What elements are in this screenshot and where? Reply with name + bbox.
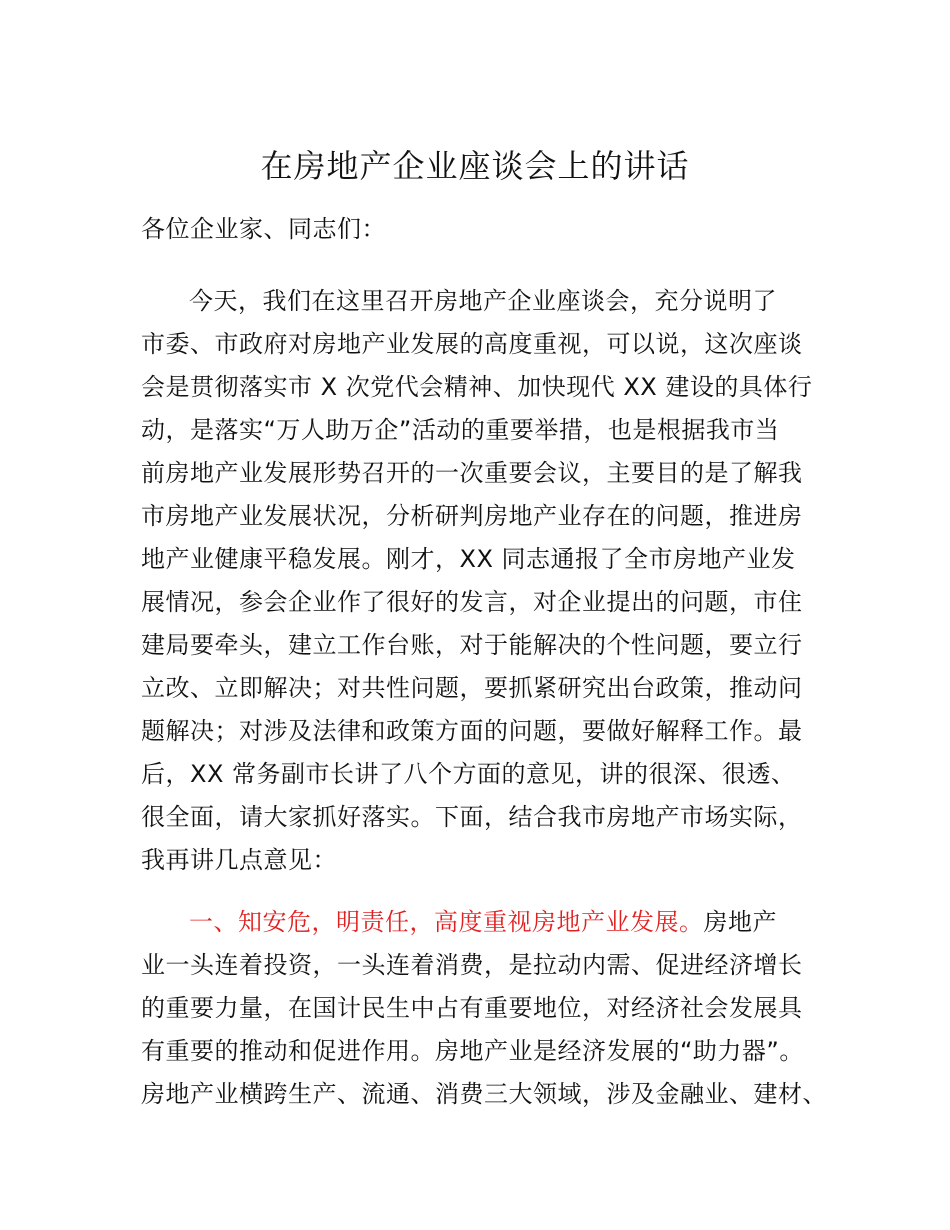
paragraph-line: 后，XX 常务副市长讲了八个方面的意见，讲的很深、很透、	[141, 760, 796, 788]
paragraph-line: 很全面，请大家抓好落实。下面，结合我市房地产市场实际，	[141, 803, 803, 831]
paragraph-line: 立改、立即解决；对共性问题，要抓紧研究出台政策，推动问	[141, 674, 803, 702]
section-heading-line	[189, 904, 777, 940]
paragraph-line: 有重要的推动和促进作用。房地产业是经济发展的“助力器”。	[141, 1037, 804, 1065]
paragraph-line: 动，是落实“万人助万企”活动的重要举措，也是根据我市当	[141, 416, 780, 444]
paragraph-line: 的重要力量，在国计民生中占有重要地位，对经济社会发展具	[141, 994, 803, 1022]
salutation: 各位企业家、同志们：	[141, 215, 386, 243]
paragraph-line: 今天，我们在这里召开房地产企业座谈会，充分说明了	[189, 287, 777, 315]
paragraph-line: 业一头连着投资，一头连着消费，是拉动内需、促进经济增长	[141, 951, 803, 979]
document-title: 在房地产企业座谈会上的讲话	[260, 147, 690, 185]
paragraph-line: 市房地产业发展状况，分析研判房地产业存在的问题，推进房	[141, 502, 803, 530]
paragraph-line: 我再讲几点意见：	[141, 846, 337, 874]
paragraph-line: 地产业健康平稳发展。刚才，XX 同志通报了全市房地产业发	[141, 545, 796, 573]
paragraph-line: 题解决；对涉及法律和政策方面的问题，要做好解释工作。最	[141, 717, 803, 745]
section-heading: 一、知安危，明责任，高度重视房地产业发展。	[189, 908, 704, 936]
paragraph-line: 市委、市政府对房地产业发展的高度重视，可以说，这次座谈	[141, 330, 803, 358]
paragraph-line: 前房地产业发展形势召开的一次重要会议，主要目的是了解我	[141, 459, 803, 487]
paragraph-line: 会是贯彻落实市 X 次党代会精神、加快现代 XX 建设的具体行	[141, 373, 813, 401]
paragraph-line: 展情况，参会企业作了很好的发言，对企业提出的问题，市住	[141, 588, 803, 616]
paragraph-line: 建局要牵头，建立工作台账，对于能解决的个性问题，要立行	[141, 631, 803, 659]
section-heading-tail: 房地产	[703, 908, 777, 936]
paragraph-line: 房地产业横跨生产、流通、消费三大领域，涉及金融业、建材、	[141, 1080, 827, 1108]
